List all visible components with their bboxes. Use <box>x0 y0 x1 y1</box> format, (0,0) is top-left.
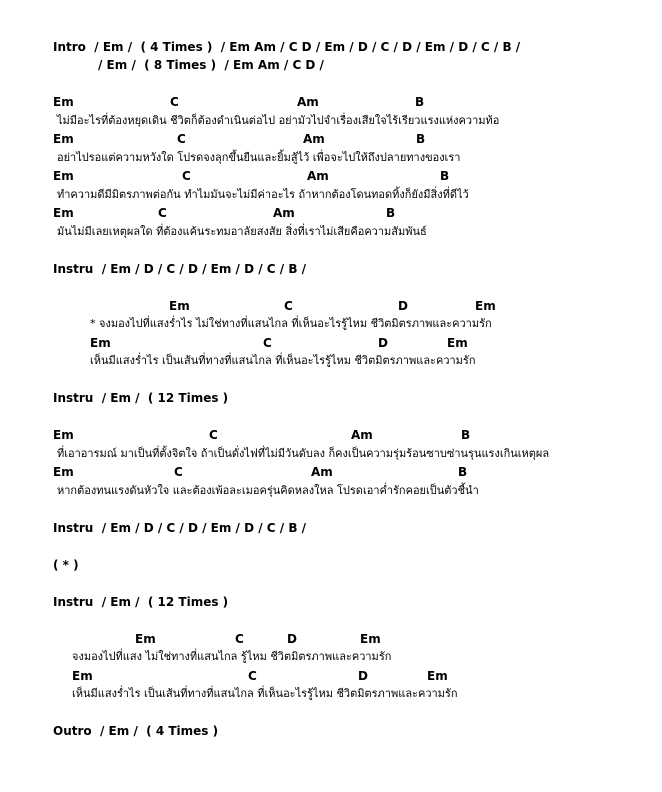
chord: C <box>235 632 244 646</box>
chord: C <box>284 299 293 313</box>
chord: Em <box>135 632 156 646</box>
chord: C <box>174 465 183 479</box>
chord: Em <box>53 428 74 442</box>
chord: Em <box>447 336 468 350</box>
chord: Em <box>427 669 448 683</box>
verse2-lyric-1: ที่เอาอารมณ์ มาเป็นที่ตั้งจิตใจ ถ้าเป็นดั่งไฟที่ไม่มีวันดับลง ก็คงเป็นความรุ่มร้อนซาบซ่านรุนแรงเกินเหตุผล <box>57 447 550 460</box>
verse1-lyric-4: มันไม่มีเลยเหตุผลใด ที่ต้องแค้นระทมอาลัยสงสัย สิ่งที่เราไม่เสียคือความสัมพันธ์ <box>57 225 427 238</box>
chorus2-chord-row-2 <box>0 669 662 683</box>
verse1-lyric-2: อย่าไปรอแต่ความหวังใด โปรดจงลุกขึ้นยืนและยิ้มสู้ไว้ เพื่อจะไปให้ถึงปลายทางของเรา <box>57 151 461 164</box>
chord: D <box>358 669 368 683</box>
chord: C <box>209 428 218 442</box>
chord: Em <box>72 669 93 683</box>
chord: C <box>248 669 257 683</box>
chorus-chord-row-1 <box>0 299 662 313</box>
chord: Am <box>351 428 373 442</box>
chord: Em <box>360 632 381 646</box>
chord: B <box>461 428 471 442</box>
chord: Em <box>53 95 74 109</box>
chorus-chord-row-2 <box>0 336 662 350</box>
chord: Em <box>53 465 74 479</box>
chord: Em <box>475 299 496 313</box>
verse1-chord-row-4 <box>0 206 662 220</box>
chord: Am <box>307 169 329 183</box>
chorus2-lyric-2: เห็นมีแสงร่ำไร เป็นเส้นที่ทางที่แสนไกล ที่เห็นอะไรรู้ไหม ชีวิตมิตรภาพและความรัก <box>72 687 458 700</box>
chord: B <box>415 95 425 109</box>
chord: C <box>263 336 272 350</box>
chord: Em <box>53 206 74 220</box>
chord: D <box>378 336 388 350</box>
chord: C <box>182 169 191 183</box>
chord: Em <box>90 336 111 350</box>
verse2-chord-row-1 <box>0 428 662 442</box>
verse2-chord-row-2 <box>0 465 662 479</box>
chord: Am <box>297 95 319 109</box>
verse1-chord-row-3 <box>0 169 662 183</box>
chorus-reference: ( * ) <box>53 558 79 572</box>
chord: Am <box>273 206 295 220</box>
outro-line: Outro / Em / ( 4 Times ) <box>53 724 219 738</box>
instru-line-2: Instru / Em / ( 12 Times ) <box>53 391 229 405</box>
instru-line-4: Instru / Em / ( 12 Times ) <box>53 595 229 609</box>
chord: C <box>177 132 186 146</box>
chord: C <box>158 206 167 220</box>
instru-line-3: Instru / Em / D / C / D / Em / D / C / B / <box>53 521 307 535</box>
chord: Am <box>311 465 333 479</box>
verse2-lyric-2: หากต้องทนแรงดันหัวใจ และต้องเพ้อละเมอครุ่นคิดหลงใหล โปรดเอาค่ำรักคอยเป็นตัวชี้นำ <box>57 484 479 497</box>
chord: D <box>287 632 297 646</box>
chord: B <box>416 132 426 146</box>
intro-line-2: / Em / ( 8 Times ) / Em Am / C D / <box>98 58 324 72</box>
chorus-lyric-2: เห็นมีแสงร่ำไร เป็นเส้นที่ทางที่แสนไกล ที่เห็นอะไรรู้ไหม ชีวิตมิตรภาพและความรัก <box>90 354 476 367</box>
chord: Em <box>53 169 74 183</box>
chord: Am <box>303 132 325 146</box>
verse1-lyric-1: ไม่มีอะไรที่ต้องหยุดเดิน ชีวิตก็ต้องดำเนินต่อไป อย่ามัวไปจำเรื่องเสียใจไร้เรียวแรงแห่งความท้อ <box>57 114 500 127</box>
intro-line-1: Intro / Em / ( 4 Times ) / Em Am / C D / Em / D / C / D / Em / D / C / B / <box>53 40 521 54</box>
chord: B <box>386 206 396 220</box>
chorus2-chord-row-1 <box>0 632 662 646</box>
instru-line-1: Instru / Em / D / C / D / Em / D / C / B / <box>53 262 307 276</box>
verse1-lyric-3: ทำความดีมีมิตรภาพต่อกัน ทำไมมันจะไม่มีค่าอะไร ถ้าหากต้องโดนทอดทิ้งก็ยังมีสิ่งที่ดีไว้ <box>57 188 469 201</box>
chorus2-lyric-1: จงมองไปที่แสง ไม่ใช่ทางที่แสนไกล รู้ไหม ชีวิตมิตรภาพและความรัก <box>72 650 392 663</box>
chorus-lyric-1: * จงมองไปที่แสงร่ำไร ไม่ใช่ทางที่แสนไกล ที่เห็นอะไรรู้ไหม ชีวิตมิตรภาพและความรัก <box>90 317 492 330</box>
chord: C <box>170 95 179 109</box>
verse1-chord-row-2 <box>0 132 662 146</box>
chord: B <box>458 465 468 479</box>
chord: D <box>398 299 408 313</box>
chord: B <box>440 169 450 183</box>
chord: Em <box>169 299 190 313</box>
chord: Em <box>53 132 74 146</box>
verse1-chord-row-1 <box>0 95 662 109</box>
